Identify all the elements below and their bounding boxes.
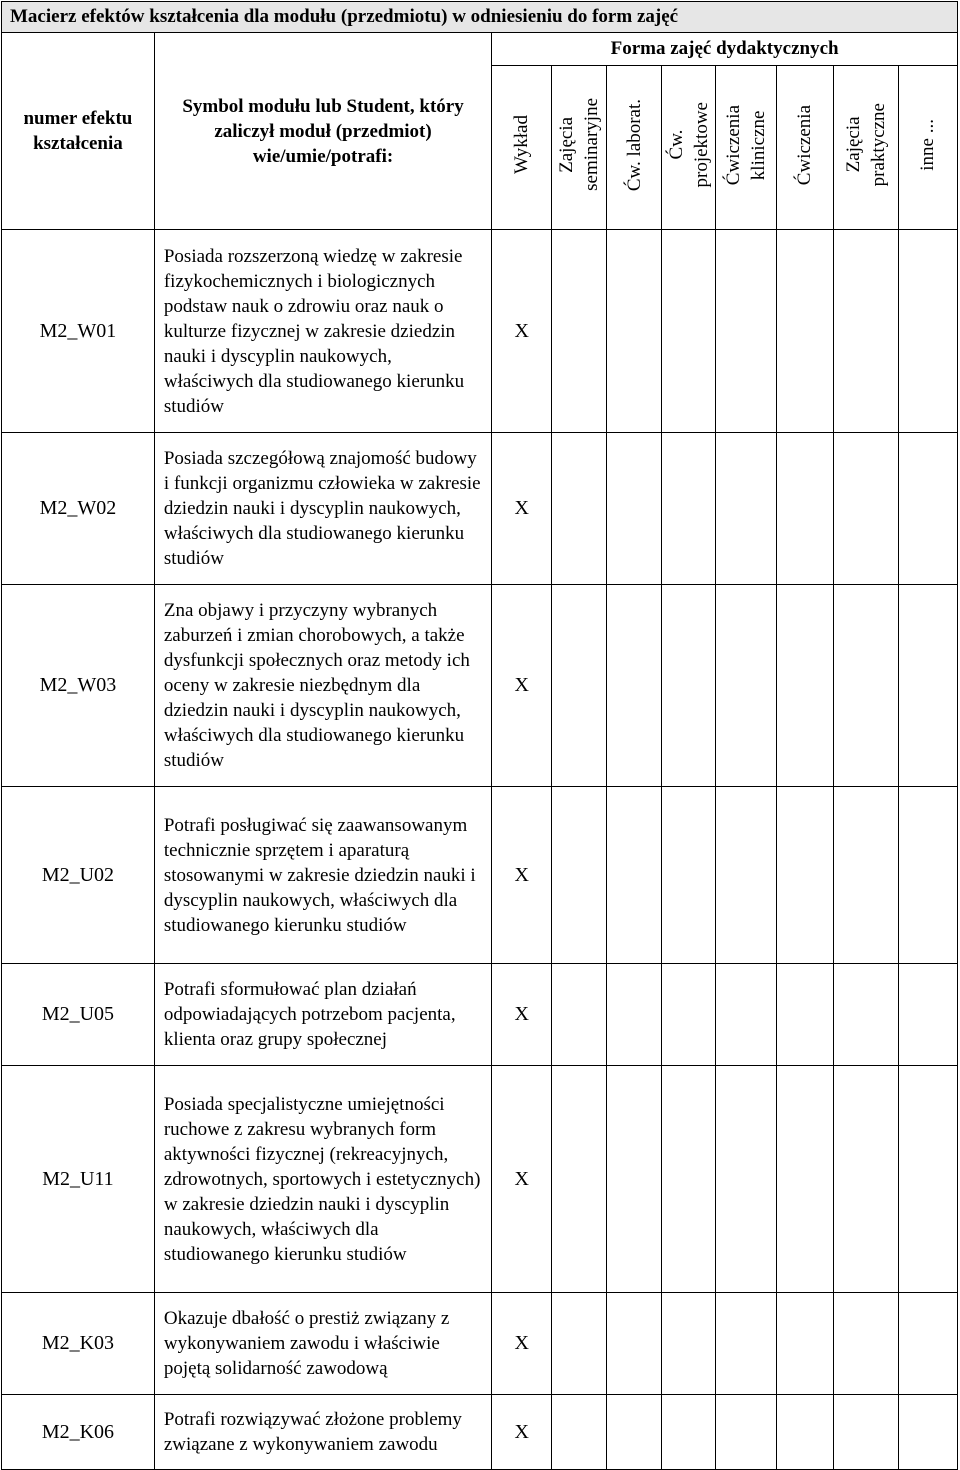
lecture-mark: X [492,230,552,433]
outcome-code: M2_U11 [2,1066,155,1293]
form-header-label [509,115,534,174]
column-header-symbol [154,33,491,230]
empty-cell [552,1395,607,1470]
empty-cell [833,433,898,585]
form-header-line1: Ćw. laborat. [623,98,645,191]
empty-cell [833,1395,898,1470]
empty-cell [776,433,833,585]
table-row [2,1066,958,1293]
form-header-5 [776,65,833,229]
empty-cell [776,787,833,964]
form-header-label [554,98,604,191]
empty-cell [607,964,662,1066]
empty-cell [776,1066,833,1293]
table-row [2,230,958,433]
outcome-code: M2_K06 [2,1395,155,1470]
outcome-description: Posiada szczegółową znajomość budowy i funkcji organizmu człowieka w zakresie dziedzin nauki i dyscyplin naukowych, właściwych dla studiowanego kierunku studiów [154,433,491,585]
forms-group-header: Forma zajęć dydaktycznych [492,33,958,66]
empty-cell [607,230,662,433]
outcome-description: Posiada rozszerzoną wiedzę w zakresie fizykochemicznych i biologicznych podstaw nauk o zdrowiu oraz nauk o kulturze fizycznej w zakresie dziedzin nauki i dyscyplin naukowych, właściwych dla studiowanego kierunku studiów [154,230,491,433]
lecture-mark: X [492,1395,552,1470]
empty-cell [898,1066,957,1293]
empty-cell [776,1395,833,1470]
form-header-line1: Zajęcia [556,116,578,173]
empty-cell [607,585,662,787]
lecture-mark: X [492,585,552,787]
empty-cell [898,230,957,433]
form-header-line2: kliniczne [747,110,769,180]
lecture-mark: X [492,787,552,964]
outcome-code: M2_U02 [2,787,155,964]
outcome-code: M2_W03 [2,585,155,787]
outcome-description: Potrafi rozwiązywać złożone problemy związane z wykonywaniem zawodu [154,1395,491,1470]
empty-cell [776,585,833,787]
empty-cell [662,1395,716,1470]
column-header-symbol-text: Symbol modułu lub Student, który zaliczył moduł (przedmiot) wie/umie/potrafi: [182,95,464,167]
empty-cell [552,1066,607,1293]
form-header-2 [607,65,662,229]
empty-cell [898,433,957,585]
empty-cell [607,1395,662,1470]
empty-cell [552,964,607,1066]
form-header-line2: projektowe [690,102,712,188]
form-header-7 [898,65,957,229]
table-row [2,1395,958,1470]
empty-cell [776,230,833,433]
empty-cell [607,433,662,585]
empty-cell [716,964,776,1066]
form-header-1 [552,65,607,229]
empty-cell [607,1293,662,1395]
empty-cell [833,585,898,787]
form-header-line2: seminaryjne [581,98,603,192]
empty-cell [716,1395,776,1470]
empty-cell [833,230,898,433]
column-header-outcome-number-text: numer efektu kształcenia [23,108,133,154]
form-header-line1: Ćwiczenia [794,104,816,185]
matrix-title: Macierz efektów kształcenia dla modułu (przedmiotu) w odniesieniu do form zajęć [2,2,958,33]
outcome-description: Zna objawy i przyczyny wybranych zaburzeń i zmian chorobowych, a także dysfunkcji społecznych oraz metody ich oceny w zakresie niezbędnym dla dziedzin nauki i dyscyplin naukowych, właściwych dla studiowanego kierunku studiów [154,585,491,787]
empty-cell [552,433,607,585]
empty-cell [662,230,716,433]
table-row [2,585,958,787]
empty-cell [833,787,898,964]
outcome-code: M2_U05 [2,964,155,1066]
table-row [2,964,958,1066]
form-header-4 [716,65,776,229]
empty-cell [662,1066,716,1293]
empty-cell [833,964,898,1066]
column-header-outcome-number [2,33,155,230]
form-header-line1: Zajęcia [842,116,864,173]
form-header-label [792,105,817,185]
empty-cell [662,964,716,1066]
outcome-code: M2_K03 [2,1293,155,1395]
empty-cell [552,230,607,433]
form-header-label [721,105,771,185]
empty-cell [898,585,957,787]
outcome-code: M2_W02 [2,433,155,585]
form-header-line1: Wykład [511,115,533,175]
outcome-description: Posiada specjalistyczne umiejętności ruchowe z zakresu wybranych form aktywności fizycznej (rekreacyjnych, zdrowotnych, sportowych i estetycznych) w zakresie dziedzin nauki i dyscyplin naukowych, właściwych dla studiowanego kierunku studiów [154,1066,491,1293]
empty-cell [552,1293,607,1395]
form-header-label [622,99,647,191]
form-header-label [915,119,940,171]
empty-cell [716,230,776,433]
lecture-mark: X [492,1066,552,1293]
lecture-mark: X [492,964,552,1066]
empty-cell [833,1293,898,1395]
empty-cell [716,433,776,585]
form-header-6 [833,65,898,229]
empty-cell [662,585,716,787]
form-header-line1: inne ... [917,118,939,171]
empty-cell [662,1293,716,1395]
empty-cell [662,787,716,964]
matrix-body [2,230,958,1470]
form-header-line2: praktyczne [867,103,889,187]
table-row [2,787,958,964]
empty-cell [716,1066,776,1293]
form-header-label [841,103,891,186]
form-header-line1: Ćwiczenia [722,104,744,185]
empty-cell [898,1395,957,1470]
form-header-label [664,102,714,187]
table-row [2,1293,958,1395]
empty-cell [898,964,957,1066]
empty-cell [607,787,662,964]
outcome-description: Potrafi posługiwać się zaawansowanym technicznie sprzętem i aparaturą stosowanymi w zakresie dziedzin nauki i dyscyplin naukowych, właściwych dla studiowanego kierunku studiów [154,787,491,964]
empty-cell [662,433,716,585]
empty-cell [552,585,607,787]
empty-cell [716,1293,776,1395]
empty-cell [776,964,833,1066]
form-header-line1: Ćw. [665,129,687,160]
empty-cell [716,787,776,964]
empty-cell [552,787,607,964]
empty-cell [833,1066,898,1293]
empty-cell [776,1293,833,1395]
empty-cell [898,1293,957,1395]
lecture-mark: X [492,433,552,585]
empty-cell [716,585,776,787]
empty-cell [898,787,957,964]
outcome-description: Okazuje dbałość o prestiż związany z wykonywaniem zawodu i właściwie pojętą solidarność zawodową [154,1293,491,1395]
form-header-3 [662,65,716,229]
lecture-mark: X [492,1293,552,1395]
table-row [2,433,958,585]
outcome-description: Potrafi sformułować plan działań odpowiadających potrzebom pacjenta, klienta oraz grupy społecznej [154,964,491,1066]
empty-cell [607,1066,662,1293]
learning-outcomes-matrix [1,1,958,1470]
form-header-0 [492,65,552,229]
outcome-code: M2_W01 [2,230,155,433]
